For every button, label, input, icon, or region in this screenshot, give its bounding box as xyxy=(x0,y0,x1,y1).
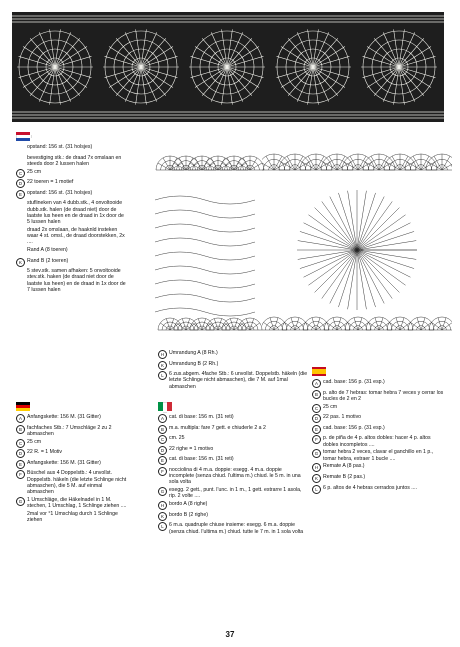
label-text-k: Umrandung B (2 Rh.) xyxy=(169,360,219,367)
spanish-line xyxy=(312,379,446,388)
german-text: 1 Umschläge, die Häkelnadel in 1 M. stechen, 1 Umschlag, 1 Schlinge ziehen .... xyxy=(27,496,127,509)
spanish-line xyxy=(312,404,446,413)
german-line xyxy=(16,449,128,458)
italian-text: bordo B (2 righe) xyxy=(169,511,208,518)
dutch-key: E xyxy=(16,190,25,199)
chart-stitch xyxy=(442,318,446,330)
dutch-text: Rand B (2 toeren) xyxy=(27,257,69,264)
german-text: 2mal vor °1 Umschlag durch 1 Schlinge ziehen xyxy=(27,510,118,523)
spanish-key: E xyxy=(312,425,321,434)
italian-line xyxy=(158,501,308,510)
chart-stitch xyxy=(166,319,170,330)
label-row-l xyxy=(158,371,308,390)
chart-stitch xyxy=(337,318,341,330)
german-key: G xyxy=(16,497,25,506)
chart-row xyxy=(155,294,255,302)
chart-row xyxy=(155,266,255,274)
german-key: F xyxy=(16,470,25,479)
dutch-line xyxy=(16,227,128,246)
dutch-text: 22 toeren = 1 motief xyxy=(27,179,74,186)
label-text-h: Umrandung A (8 Rh.) xyxy=(169,350,218,356)
german-key: B xyxy=(16,425,25,434)
dutch-text: 25 cm xyxy=(27,168,42,175)
chart-stitch xyxy=(421,322,432,330)
chart-stitch xyxy=(354,318,358,330)
germany-flag-icon xyxy=(16,402,30,411)
chart-stitch xyxy=(400,318,404,330)
spanish-text: cad. base: 156 p. (31 esp.) xyxy=(323,379,385,385)
chart-stitch xyxy=(305,322,316,330)
chart-stitch xyxy=(389,322,400,330)
italian-text: bordo A (8 righe) xyxy=(169,501,208,508)
dutch-section xyxy=(16,130,128,295)
chart-stitch xyxy=(338,250,357,307)
italian-key: C xyxy=(158,435,167,444)
spanish-line xyxy=(312,390,446,402)
chart-stitch xyxy=(315,250,357,292)
chart-row xyxy=(155,308,255,316)
german-text: Anfangskette: 156 M. (31 Gitter) xyxy=(27,459,101,466)
chart-stitch xyxy=(347,322,358,330)
chart-stitch xyxy=(379,318,383,330)
chart-row xyxy=(155,210,255,218)
chart-stitch xyxy=(295,318,299,330)
chart-stitch xyxy=(202,319,206,330)
motif-chart-svg xyxy=(262,140,452,345)
chart-stitch xyxy=(312,318,316,330)
chart-stitch xyxy=(357,208,399,250)
chart-stitch xyxy=(291,318,295,330)
dutch-line xyxy=(16,258,128,267)
chart-stitch xyxy=(400,322,411,330)
chart-stitch xyxy=(357,250,392,299)
chart-row xyxy=(155,280,255,288)
italian-key: H xyxy=(158,501,167,510)
spanish-text: Remate B (2 pas.) xyxy=(323,473,366,480)
italian-key: D xyxy=(158,446,167,455)
chart-stitch xyxy=(326,322,337,330)
italian-key: L xyxy=(158,522,167,531)
spanish-section xyxy=(312,365,446,495)
chart-stitch xyxy=(438,318,442,330)
chart-stitch xyxy=(417,318,421,330)
german-key: C xyxy=(16,439,25,448)
spanish-key: H xyxy=(312,463,321,472)
chart-stitch xyxy=(274,322,285,330)
dutch-text: opstand: 156 st. (31 holsjes) xyxy=(27,189,93,196)
chart-stitch xyxy=(357,193,376,250)
german-section xyxy=(16,400,128,525)
chart-stitch xyxy=(357,250,399,292)
spanish-text: 22 pas. 1 motivo xyxy=(323,414,362,421)
key-l: L xyxy=(158,371,167,380)
dutch-line xyxy=(16,200,128,225)
chart-stitch xyxy=(186,319,190,330)
chart-stitch xyxy=(262,162,274,170)
chart-stitch xyxy=(160,323,170,330)
german-text: fachfaches Stb.: 7 Umschläge 2 zu 2 abmaschen xyxy=(27,424,112,437)
spanish-key: A xyxy=(312,379,321,388)
chart-stitch xyxy=(250,323,260,330)
spanish-line xyxy=(312,463,446,472)
chart-stitch xyxy=(230,319,234,330)
edging-chart xyxy=(150,140,265,340)
german-line xyxy=(16,470,128,495)
chart-stitch xyxy=(284,322,295,330)
spanish-text: tomar hebra 2 veces, clavar el ganchillo en 1 p., tomar hebra, extraer 1 bucle .... xyxy=(323,449,434,462)
dutch-line xyxy=(16,144,128,153)
key-k: K xyxy=(158,361,167,370)
chart-stitch xyxy=(214,319,218,330)
chart-row xyxy=(155,196,255,204)
italian-line xyxy=(158,512,308,521)
spanish-text: 6 p. altos de 4 hebras cerrados juntos .... xyxy=(323,484,418,491)
chart-stitch xyxy=(308,215,357,250)
edging-chart-svg xyxy=(150,140,265,340)
diagram-label-block xyxy=(158,350,308,391)
german-key: D xyxy=(16,449,25,458)
chart-stitch xyxy=(218,319,222,330)
italian-line xyxy=(158,414,308,423)
dutch-text: stuflineken van 4 dubb.stk., 4 onvoltooide dubb.stk. halen (de draad niet) door de laatste lus heen en de draad in 1x door de 5 lussen halen xyxy=(27,200,124,225)
italian-text: nocciolina di 4 m.a. doppie: esegg. 4 m.a. doppie incomplete (senza chiud. l'ultima m.) chiud. le 5 m. in una sola volta xyxy=(169,466,301,486)
spanish-line xyxy=(312,474,446,483)
italian-line xyxy=(158,456,308,465)
chart-stitch xyxy=(322,201,357,250)
spanish-text: 25 cm xyxy=(323,403,338,410)
dutch-line xyxy=(16,155,128,167)
chart-stitch xyxy=(357,250,376,307)
italian-key: K xyxy=(158,512,167,521)
dutch-text: 5 stev.stk. samen afhaken: 5 onvoltooide stev.stk. haken (de draad niet door de laatste lus heen) en de draad in 1x door de 7 lussen halen xyxy=(27,268,126,293)
spanish-line xyxy=(312,485,446,494)
chart-stitch xyxy=(358,322,369,330)
italian-line xyxy=(158,487,308,499)
german-text: Anfangskette: 156 M. (31 Gitter) xyxy=(27,414,101,420)
chart-stitch xyxy=(431,322,442,330)
italian-key: F xyxy=(158,467,167,476)
chart-stitch xyxy=(357,215,406,250)
spanish-key: G xyxy=(312,449,321,458)
dutch-key: K xyxy=(16,258,25,267)
german-line xyxy=(16,511,128,523)
italian-key: A xyxy=(158,414,167,423)
dutch-text: bevestiging stk.: de draad 7x omslaan en steeds door 2 lussen halen xyxy=(27,154,122,167)
italian-key: E xyxy=(158,456,167,465)
spanish-key: K xyxy=(312,474,321,483)
dutch-line xyxy=(16,247,128,256)
chart-stitch xyxy=(410,322,421,330)
chart-stitch xyxy=(300,231,357,250)
dutch-text: opstand: 156 st. (31 holsjes) xyxy=(27,144,93,150)
chart-stitch xyxy=(421,318,425,330)
label-row-k xyxy=(158,361,308,370)
chart-stitch xyxy=(375,318,379,330)
spain-flag-icon xyxy=(312,367,326,376)
chart-row xyxy=(155,238,255,246)
chart-stitch xyxy=(263,322,274,330)
dutch-key: C xyxy=(16,169,25,178)
dutch-line xyxy=(16,179,128,188)
chart-stitch xyxy=(170,319,174,330)
chart-row xyxy=(155,224,255,232)
german-text: Büschel aus 4 Doppelstb.: 4 unvollst. Doppelstb. häkeln (die letzte Schlinge nicht abmaschen), die 5 M. auf einmal abmaschen xyxy=(27,470,127,495)
chart-stitch xyxy=(308,250,357,285)
chart-stitch xyxy=(368,322,379,330)
german-line xyxy=(16,439,128,448)
key-h: H xyxy=(158,350,167,359)
german-text: 22 R. = 1 Motiv xyxy=(27,449,63,456)
spanish-text: p. alto de 7 hebras: tomar hebra 7 veces y cerrar los bucles de 2 en 2 xyxy=(323,389,444,402)
chart-stitch xyxy=(315,208,357,250)
chart-stitch xyxy=(357,231,414,250)
chart-stitch xyxy=(358,318,362,330)
italian-text: m.a. multipla: fare 7 gett. e chiuderle 2 a 2 xyxy=(169,424,266,431)
dutch-line xyxy=(16,190,128,199)
italian-text: cm. 25 xyxy=(169,435,185,442)
italian-text: esegg. 2 gett., punt. l'unc. in 1 m., 1 gett. estrarre 1 asola, rip. 2 volte .... xyxy=(169,487,302,500)
chart-stitch xyxy=(246,319,250,330)
dutch-text: Rand A (8 toeren) xyxy=(27,246,68,253)
spanish-line xyxy=(312,414,446,423)
spanish-line xyxy=(312,449,446,461)
german-text: 25 cm xyxy=(27,438,42,445)
label-text-l: 6 zus.abgem. 4fache Stb.: 6 unvollst. Doppelstb. häkeln (die letzte Schlinge nicht abmaschen), die 7 M. auf 1mal abmaschen xyxy=(169,371,308,390)
spanish-line xyxy=(312,425,446,434)
italian-line xyxy=(158,522,308,534)
dutch-line xyxy=(16,268,128,293)
german-line xyxy=(16,425,128,437)
italian-key: G xyxy=(158,487,167,496)
german-line xyxy=(16,414,128,423)
dutch-text: draad 2x omslaan, de haaknld insteken waar 4 st. omsl., de draad doorstekken, 2x .... xyxy=(27,226,125,246)
italian-text: cat. di base: 156 m. (31 reti) xyxy=(169,456,234,463)
chart-stitch xyxy=(295,322,306,330)
dutch-key: D xyxy=(16,179,25,188)
italian-text: 6 m.a. quadruple chiuse insieme: esegg. 6 m.a. doppie (senza chiud. l'ultima m.) chiud. tutte le 7 m. in 1 sola volta xyxy=(169,522,304,535)
chart-stitch xyxy=(316,322,327,330)
chart-stitch xyxy=(337,322,348,330)
label-row-h xyxy=(158,350,308,359)
spanish-key: D xyxy=(312,414,321,423)
spanish-key: B xyxy=(312,390,321,399)
chart-stitch xyxy=(250,319,254,330)
chart-stitch xyxy=(357,201,392,250)
lace-photo-illustration xyxy=(12,12,444,122)
italian-section xyxy=(158,400,308,536)
german-line xyxy=(16,497,128,509)
spanish-key: F xyxy=(312,435,321,444)
italian-text: cat. di base: 156 m. (31 reti) xyxy=(169,414,234,420)
netherlands-flag-icon xyxy=(16,132,30,141)
chart-stitch xyxy=(396,318,400,330)
chart-stitch xyxy=(333,318,337,330)
chart-stitch xyxy=(198,319,202,330)
chart-stitch xyxy=(357,250,406,285)
german-key: E xyxy=(16,460,25,469)
chart-stitch xyxy=(274,318,278,330)
italian-line xyxy=(158,425,308,434)
spanish-text: p. de piña de 4 p. altos dobles: hacer 4 p. altos dobles incompletos .... xyxy=(323,435,431,448)
chart-stitch xyxy=(338,193,357,250)
chart-stitch xyxy=(300,250,357,269)
italian-line xyxy=(158,446,308,455)
chart-row xyxy=(155,252,255,260)
spanish-text: cad. base: 156 p. (31 esp.) xyxy=(323,424,385,431)
italian-line xyxy=(158,467,308,486)
chart-stitch xyxy=(270,318,274,330)
spanish-text: Remate A (8 pas.) xyxy=(323,463,365,470)
chart-stitch xyxy=(234,319,238,330)
chart-stitch xyxy=(316,318,320,330)
german-line xyxy=(16,460,128,469)
italian-text: 22 righe = 1 motivo xyxy=(169,445,214,452)
italian-line xyxy=(158,435,308,444)
chart-stitch xyxy=(182,319,186,330)
german-key: A xyxy=(16,414,25,423)
spanish-key: C xyxy=(312,404,321,413)
italy-flag-icon xyxy=(158,402,172,411)
dutch-line xyxy=(16,169,128,178)
spanish-line xyxy=(312,435,446,447)
spanish-key: L xyxy=(312,485,321,494)
chart-stitch xyxy=(322,250,357,299)
page-number: 37 xyxy=(225,630,235,639)
motif-chart xyxy=(262,140,452,345)
italian-key: B xyxy=(158,425,167,434)
chart-stitch xyxy=(357,250,414,269)
lace-photo xyxy=(12,12,444,122)
